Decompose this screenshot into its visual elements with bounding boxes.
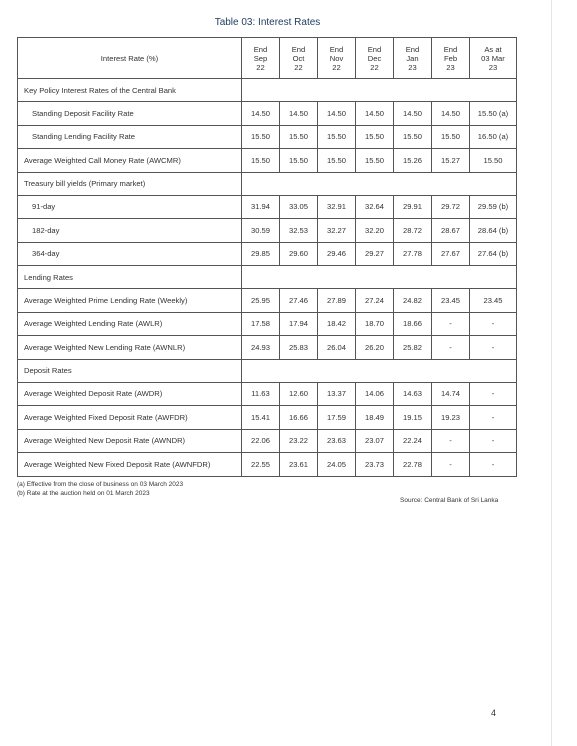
page-number: 4 [491, 708, 497, 718]
row-label: Average Weighted Fixed Deposit Rate (AWFDR) [18, 406, 242, 430]
rate-value: 32.91 [318, 195, 356, 219]
header-column [394, 38, 432, 79]
section-empty-cell [242, 172, 517, 195]
rate-value: 29.27 [356, 242, 394, 266]
table-title: Table 03: Interest Rates [214, 17, 321, 28]
header-column-line: 22 [332, 62, 341, 72]
header-column-line: End [253, 44, 268, 54]
interest-rates-table [17, 37, 517, 477]
rate-value: - [470, 406, 517, 430]
rate-value: 22.55 [242, 453, 280, 477]
rate-value: 14.50 [318, 102, 356, 126]
rate-value: 33.05 [280, 195, 318, 219]
header-column-line: 22 [370, 62, 379, 72]
row-label: Average Weighted Call Money Rate (AWCMR) [18, 149, 242, 173]
rate-value: 11.63 [242, 382, 280, 406]
rate-value: - [470, 336, 517, 360]
table-row [18, 102, 517, 126]
row-label: 182-day [18, 219, 242, 243]
header-column-line: End [405, 44, 420, 54]
rate-value: 15.50 [432, 125, 470, 149]
header-column [242, 38, 280, 79]
header-column-line: Oct [292, 53, 305, 63]
header-column-line: End [443, 44, 458, 54]
rate-value: 24.82 [394, 289, 432, 313]
header-column-line: End [367, 44, 382, 54]
rate-value: 14.50 [280, 102, 318, 126]
rate-value: 19.23 [432, 406, 470, 430]
rate-value: - [470, 429, 517, 453]
header-column [318, 38, 356, 79]
footnote-b: (b) Rate at the auction held on 01 March 2023 [17, 490, 150, 497]
rate-value: 18.42 [318, 312, 356, 336]
page-edge-divider [551, 0, 552, 746]
table-row [18, 312, 517, 336]
rate-value: 15.50 [394, 125, 432, 149]
rate-value: 14.50 [242, 102, 280, 126]
rate-value: - [432, 336, 470, 360]
header-column-line: 22 [256, 62, 265, 72]
section-row [18, 172, 517, 195]
rate-value: 23.61 [280, 453, 318, 477]
table-row [18, 242, 517, 266]
header-column-line: 03 Mar [481, 53, 505, 63]
table-row [18, 219, 517, 243]
rate-value: 29.91 [394, 195, 432, 219]
rate-value: 15.50 [318, 125, 356, 149]
rate-value: 15.50 (a) [470, 102, 517, 126]
header-column-line: Jan [406, 53, 419, 63]
table-row [18, 125, 517, 149]
rate-value: 19.15 [394, 406, 432, 430]
rate-value: 15.50 [356, 149, 394, 173]
rate-value: 26.04 [318, 336, 356, 360]
rate-value: 13.37 [318, 382, 356, 406]
section-empty-cell [242, 266, 517, 289]
rate-value: 23.22 [280, 429, 318, 453]
source-note: Source: Central Bank of Sri Lanka [400, 497, 499, 504]
rate-value: 15.50 [356, 125, 394, 149]
rate-value: 27.89 [318, 289, 356, 313]
rate-value: 14.50 [394, 102, 432, 126]
rate-value: 18.49 [356, 406, 394, 430]
rate-value: 28.72 [394, 219, 432, 243]
section-row [18, 79, 517, 102]
header-column [280, 38, 318, 79]
table-row [18, 382, 517, 406]
header-row [18, 38, 517, 79]
rate-value: 29.72 [432, 195, 470, 219]
header-column-line: 23 [488, 62, 498, 72]
header-column [356, 38, 394, 79]
row-label: Average Weighted New Deposit Rate (AWNDR) [18, 429, 242, 453]
rate-value: 23.63 [318, 429, 356, 453]
rate-value: - [432, 453, 470, 477]
rate-value: 29.60 [280, 242, 318, 266]
rate-value: 32.20 [356, 219, 394, 243]
footnote-a: (a) Effective from the close of business on 03 March 2023 [17, 481, 184, 488]
section-empty-cell [242, 359, 517, 382]
rate-value: 23.45 [432, 289, 470, 313]
header-column-line: Feb [443, 53, 458, 63]
rate-value: 22.24 [394, 429, 432, 453]
header-column-line: 23 [408, 62, 417, 72]
rate-value: 25.83 [280, 336, 318, 360]
header-column-line: 23 [446, 62, 455, 72]
rate-value: 27.78 [394, 242, 432, 266]
rate-value: 32.53 [280, 219, 318, 243]
header-column-line: Dec [367, 53, 382, 63]
rate-value: 22.06 [242, 429, 280, 453]
rate-value: 15.41 [242, 406, 280, 430]
table-row [18, 149, 517, 173]
table-row [18, 453, 517, 477]
rate-value: 27.24 [356, 289, 394, 313]
rate-value: 15.50 [242, 149, 280, 173]
rate-value: 15.50 [242, 125, 280, 149]
rate-value: 14.06 [356, 382, 394, 406]
rate-value: 14.63 [394, 382, 432, 406]
header-column-line: Nov [329, 53, 344, 63]
rate-value: 14.50 [356, 102, 394, 126]
table-body [18, 79, 517, 477]
rate-value: 32.64 [356, 195, 394, 219]
row-label: Standing Lending Facility Rate [18, 125, 242, 149]
rate-value: 18.70 [356, 312, 394, 336]
rate-value: 16.50 (a) [470, 125, 517, 149]
header-column-line: End [329, 44, 344, 54]
rate-value: - [470, 312, 517, 336]
table-row [18, 289, 517, 313]
rate-value: 22.78 [394, 453, 432, 477]
rate-value: 31.94 [242, 195, 280, 219]
rate-value: 28.67 [432, 219, 470, 243]
header-column-line: 22 [294, 62, 303, 72]
row-label: Standing Deposit Facility Rate [18, 102, 242, 126]
section-label: Treasury bill yields (Primary market) [18, 172, 242, 195]
header-column-line: Sep [253, 53, 268, 63]
rate-value: 24.93 [242, 336, 280, 360]
rate-value: 15.50 [470, 149, 517, 173]
row-label: Average Weighted Deposit Rate (AWDR) [18, 382, 242, 406]
rate-value: 25.95 [242, 289, 280, 313]
rate-value: - [470, 453, 517, 477]
section-row [18, 266, 517, 289]
footnotes [17, 480, 183, 498]
section-label: Deposit Rates [18, 359, 242, 382]
rate-value: 17.94 [280, 312, 318, 336]
rate-value: 16.66 [280, 406, 318, 430]
table-row [18, 195, 517, 219]
rate-value: 29.85 [242, 242, 280, 266]
rate-value: 14.74 [432, 382, 470, 406]
row-label: 91-day [18, 195, 242, 219]
table-row [18, 429, 517, 453]
rate-value: 30.59 [242, 219, 280, 243]
rate-value: 23.07 [356, 429, 394, 453]
header-column [432, 38, 470, 79]
rate-value: - [470, 382, 517, 406]
rate-value: 27.46 [280, 289, 318, 313]
row-label: Average Weighted Prime Lending Rate (Weekly) [18, 289, 242, 313]
rate-value: 14.50 [432, 102, 470, 126]
rate-value: 32.27 [318, 219, 356, 243]
rate-value: 28.64 (b) [470, 219, 517, 243]
rate-value: 15.26 [394, 149, 432, 173]
rate-value: 27.64 (b) [470, 242, 517, 266]
rate-value: 24.05 [318, 453, 356, 477]
header-column [470, 38, 517, 79]
rate-value: 23.45 [470, 289, 517, 313]
rate-value: 27.67 [432, 242, 470, 266]
rate-value: 25.82 [394, 336, 432, 360]
rate-value: - [432, 312, 470, 336]
rate-value: 15.50 [280, 149, 318, 173]
table-row [18, 406, 517, 430]
row-label: Average Weighted Lending Rate (AWLR) [18, 312, 242, 336]
header-label: Interest Rate (%) [18, 38, 242, 79]
table-row [18, 336, 517, 360]
header-column-line: As at [484, 44, 502, 54]
rate-value: 15.50 [280, 125, 318, 149]
rate-value: 12.60 [280, 382, 318, 406]
section-row [18, 359, 517, 382]
section-label: Lending Rates [18, 266, 242, 289]
rate-value: 15.27 [432, 149, 470, 173]
row-label: 364-day [18, 242, 242, 266]
rate-value: 29.46 [318, 242, 356, 266]
rate-value: 29.59 (b) [470, 195, 517, 219]
rate-value: 17.59 [318, 406, 356, 430]
row-label: Average Weighted New Fixed Deposit Rate (AWNFDR) [18, 453, 242, 477]
rate-value: - [432, 429, 470, 453]
section-empty-cell [242, 79, 517, 102]
header-column-line: End [291, 44, 306, 54]
rate-value: 23.73 [356, 453, 394, 477]
rate-value: 15.50 [318, 149, 356, 173]
rate-value: 18.66 [394, 312, 432, 336]
rate-value: 17.58 [242, 312, 280, 336]
section-label: Key Policy Interest Rates of the Central Bank [18, 79, 242, 102]
rate-value: 26.20 [356, 336, 394, 360]
row-label: Average Weighted New Lending Rate (AWNLR) [18, 336, 242, 360]
